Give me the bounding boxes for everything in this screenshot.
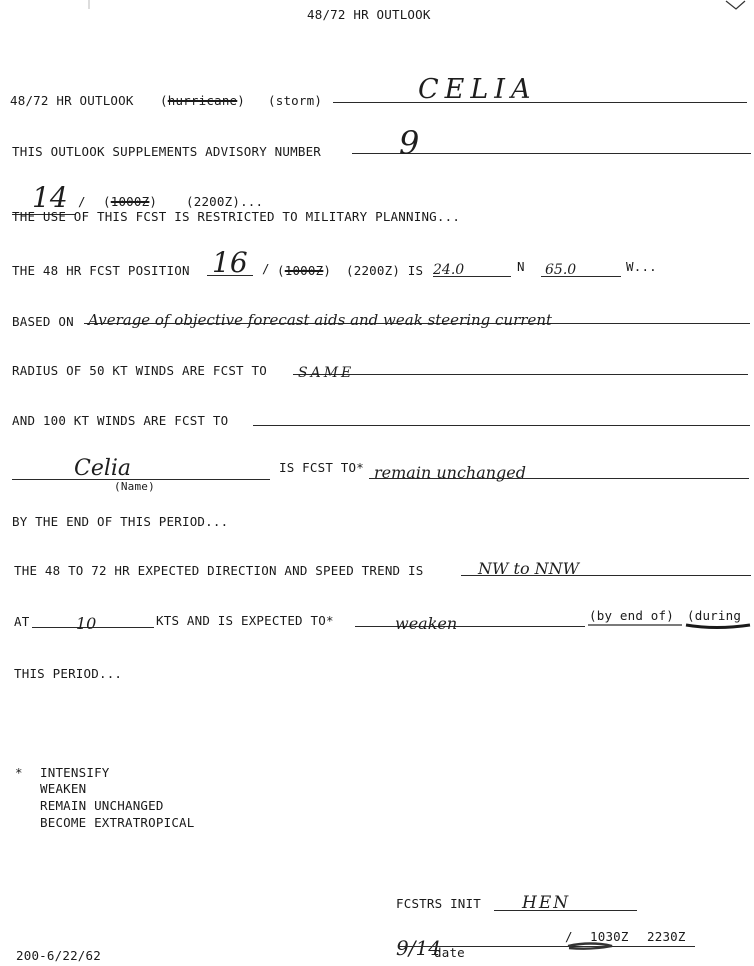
latitude-suffix: N — [517, 259, 525, 274]
position-label: THE 48 HR FCST POSITION — [12, 263, 190, 278]
storm-name: CELIA — [418, 74, 537, 105]
fcst-to-value: remain unchanged — [374, 463, 527, 482]
storm-name-line — [333, 102, 747, 103]
latitude-value: 24.0 — [433, 262, 465, 278]
at-label: AT — [14, 614, 30, 629]
time-1000-text: 1000Z — [110, 194, 150, 209]
position-1000-option: (1000Z) — [277, 263, 332, 278]
time-1030: 1030Z — [590, 929, 629, 944]
advisory-number: 9 — [399, 124, 420, 162]
option-weaken: WEAKEN — [40, 781, 87, 796]
radius-50-value: SAME — [298, 365, 355, 381]
advisory-label: THIS OUTLOOK SUPPLEMENTS ADVISORY NUMBER — [12, 144, 322, 159]
day-slash: / — [78, 194, 86, 209]
day-handwritten: 14 — [32, 181, 68, 214]
during-underline-mark — [586, 621, 754, 631]
storm-name-entry: Celia — [74, 456, 132, 481]
position-2200-option: (2200Z) IS — [346, 263, 424, 278]
hurricane-option: (hurricane) — [160, 93, 245, 108]
speed-value: 10 — [76, 614, 97, 633]
date-handwritten: 9/14 — [396, 936, 441, 960]
radius-100-label: AND 100 KT WINDS ARE FCST TO — [12, 413, 229, 428]
latitude-line — [433, 276, 511, 277]
position-day-line — [207, 275, 253, 276]
date-label: date — [434, 945, 465, 960]
position-slash: / — [262, 261, 270, 276]
expectation-value: weaken — [395, 614, 458, 633]
storm-row-label: 48/72 HR OUTLOOK — [10, 93, 134, 108]
longitude-line — [541, 276, 621, 277]
longitude-suffix: W... — [626, 259, 657, 274]
hurricane-option-text: hurricane — [167, 93, 238, 108]
storm-option: (storm) — [268, 93, 323, 108]
trend-label: THE 48 TO 72 HR EXPECTED DIRECTION AND SPEED TREND IS — [14, 563, 424, 578]
time-2200-option: (2200Z)... — [186, 194, 264, 209]
trend-value: NW to NNW — [478, 559, 580, 578]
time-2230: 2230Z — [647, 929, 686, 944]
during-option: (during — [687, 608, 742, 623]
kts-label: KTS AND IS EXPECTED TO* — [156, 613, 334, 628]
forecaster-init-label: FCSTRS INIT — [396, 896, 481, 911]
based-on-label: BASED ON — [12, 314, 74, 329]
form-number: 200-6/22/62 — [16, 948, 101, 963]
expectation-line — [355, 626, 585, 627]
time-scribble-mark — [566, 940, 616, 952]
radius-50-label: RADIUS OF 50 KT WINDS ARE FCST TO — [12, 363, 267, 378]
time-1000-option: (1000Z) — [103, 194, 158, 209]
restriction-notice: THE USE OF THIS FCST IS RESTRICTED TO MILITARY PLANNING... — [12, 209, 461, 224]
form-title: 48/72 HR OUTLOOK — [307, 7, 431, 22]
position-day: 16 — [212, 246, 248, 279]
option-become-extratropical: BECOME EXTRATROPICAL — [40, 815, 195, 830]
asterisk: * — [15, 765, 23, 780]
corner-tick-mark — [86, 0, 92, 12]
this-period-text: THIS PERIOD... — [14, 666, 123, 681]
name-caption: (Name) — [114, 480, 155, 493]
forecaster-initials: HEN — [522, 893, 571, 913]
option-remain-unchanged: REMAIN UNCHANGED — [40, 798, 164, 813]
period-end-text: BY THE END OF THIS PERIOD... — [12, 514, 229, 529]
option-intensify: INTENSIFY — [40, 765, 110, 780]
fcst-to-label: IS FCST TO* — [279, 460, 364, 475]
corner-check-mark — [724, 0, 748, 12]
radius-100-line — [253, 425, 750, 426]
based-on-text: Average of objective forecast aids and weak steering current — [88, 311, 553, 329]
position-1000-text: 1000Z — [284, 263, 324, 278]
radius-50-line — [293, 374, 748, 375]
longitude-value: 65.0 — [545, 262, 577, 278]
by-end-of-option: (by end of) — [589, 608, 674, 623]
date-slash: / — [565, 929, 573, 944]
